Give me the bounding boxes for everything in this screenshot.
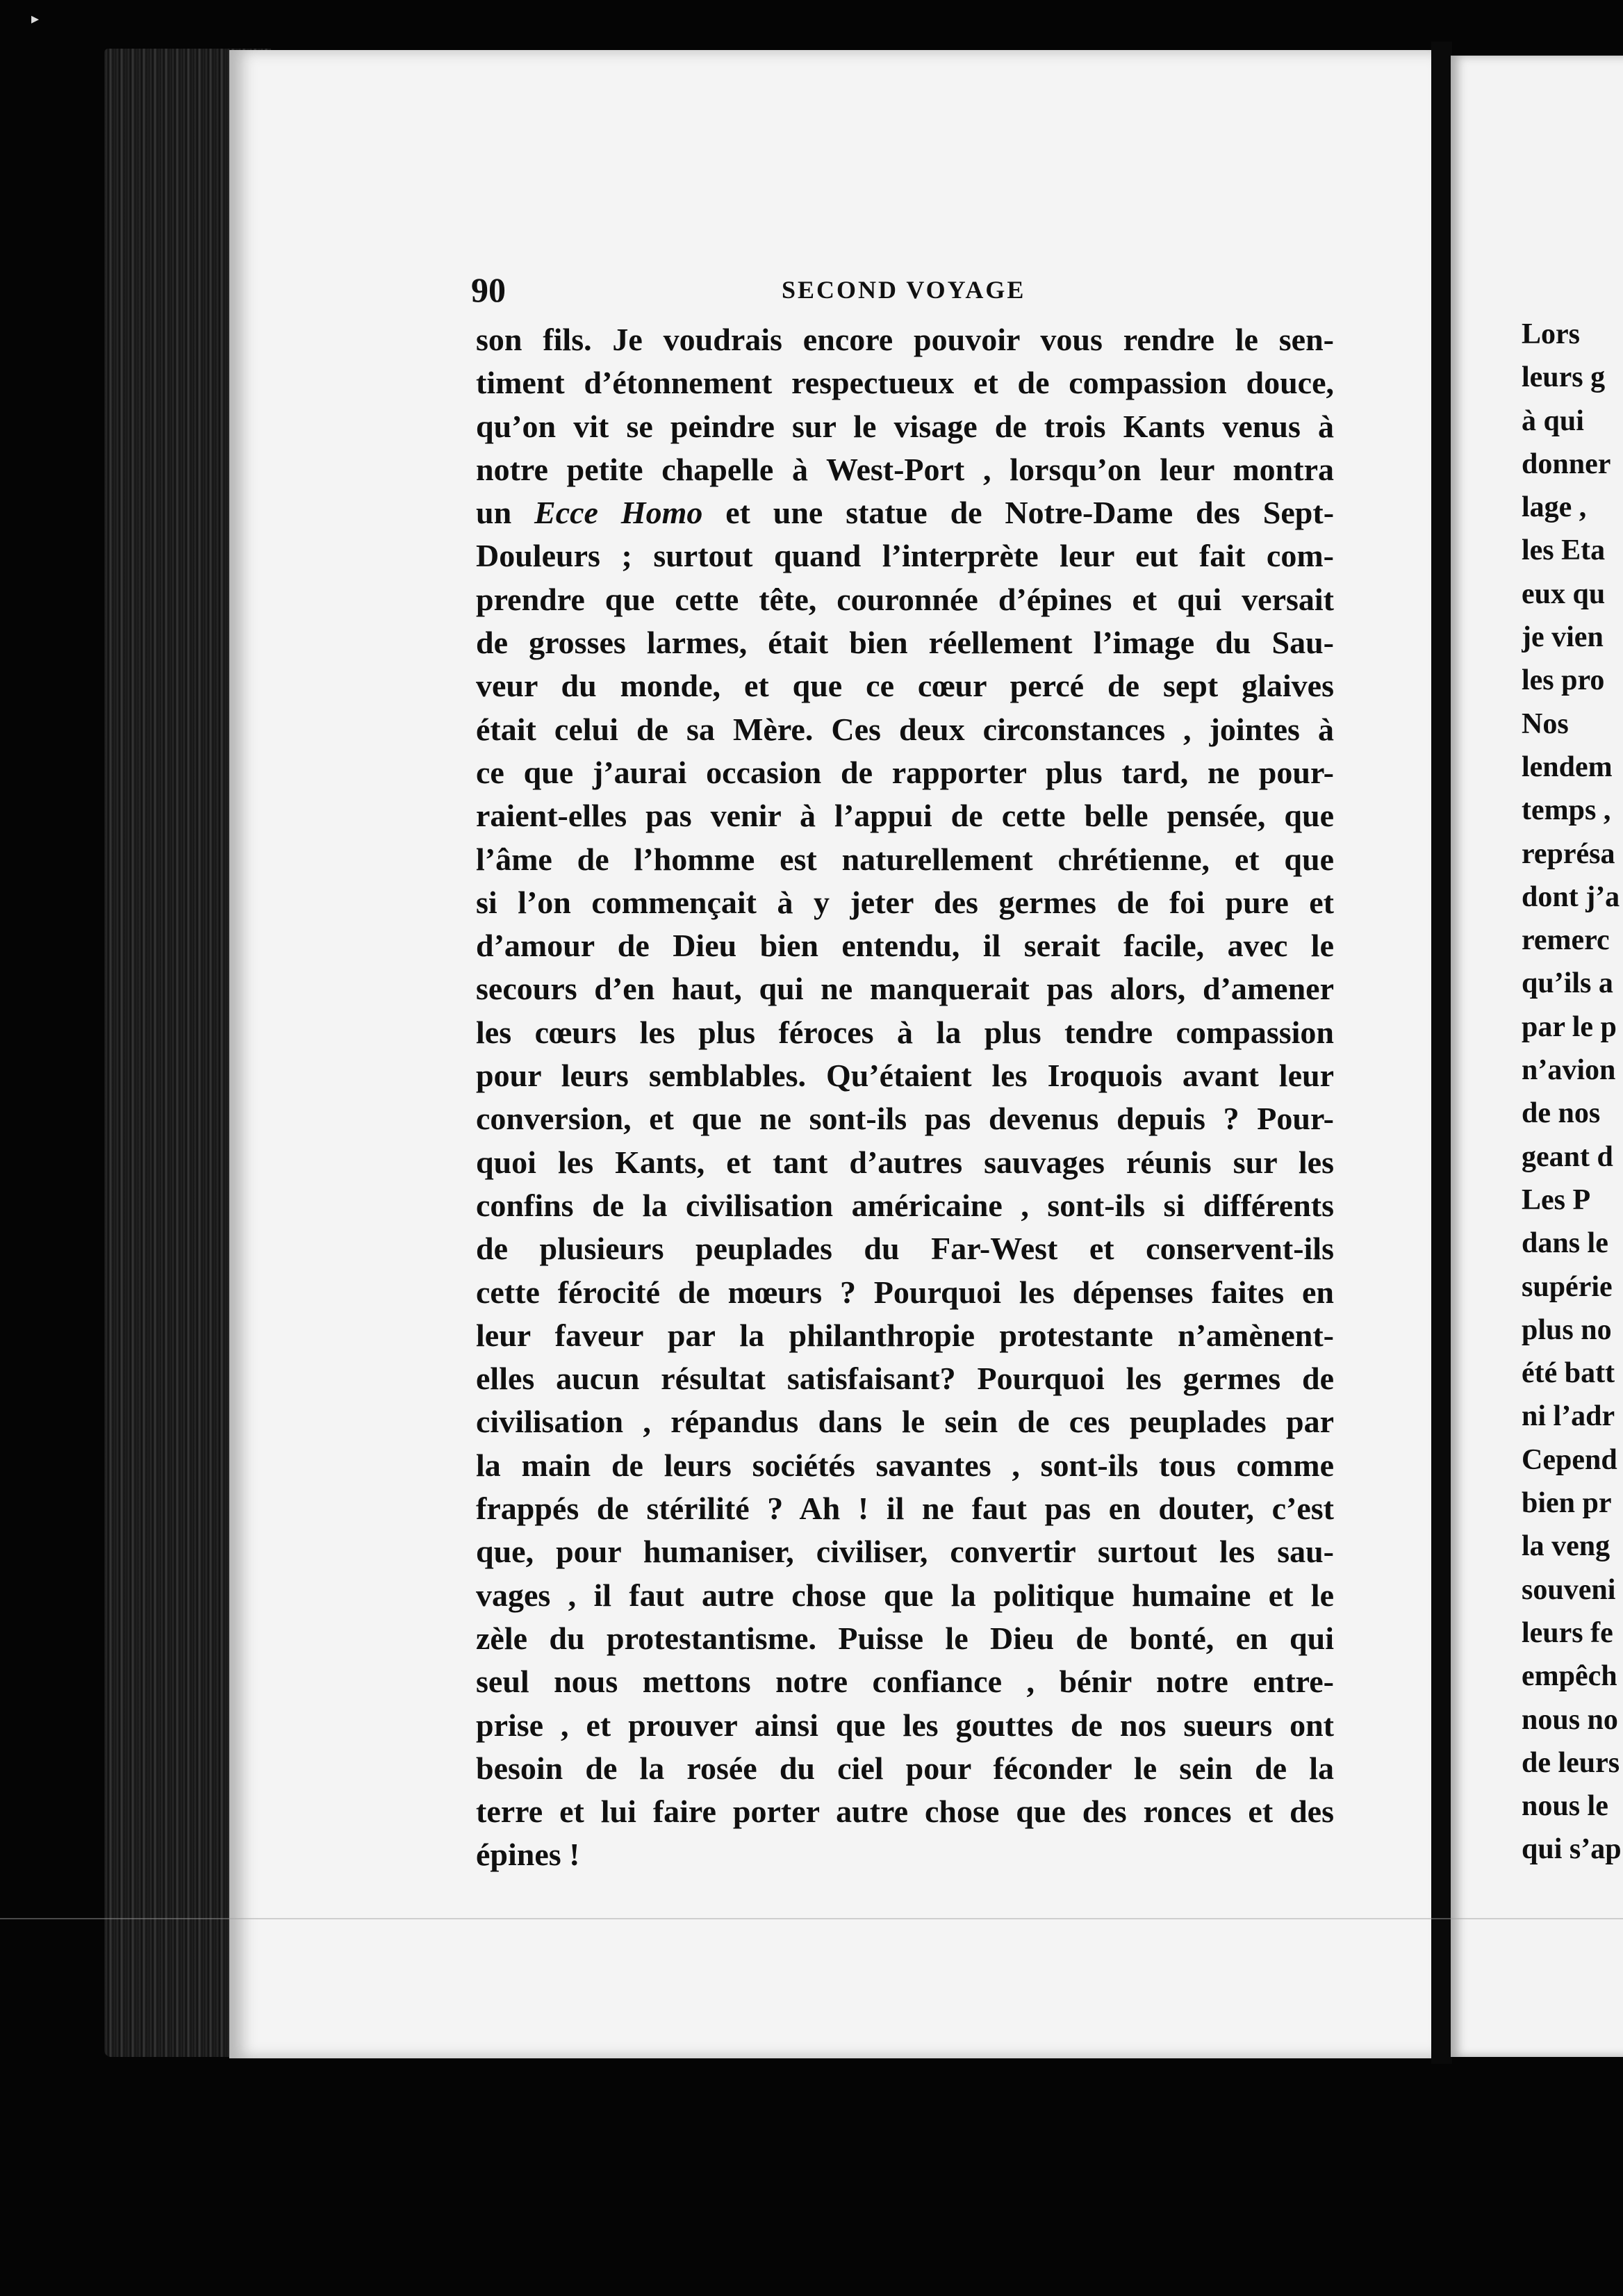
text-fragment: supérie bbox=[1522, 1270, 1613, 1303]
text-fragment: qui s’ap bbox=[1522, 1833, 1622, 1866]
text-line: confins de la civilisation américaine , sont-ils si différents bbox=[476, 1187, 1334, 1223]
text-fragment: à qui bbox=[1522, 404, 1584, 437]
text-line: veur du monde, et que ce cœur percé de sept glaives bbox=[476, 668, 1334, 704]
text-fragment: été batt bbox=[1522, 1357, 1615, 1390]
text-fragment: nous le bbox=[1522, 1790, 1608, 1823]
text-line: cette férocité de mœurs ? Pourquoi les dépenses faites en bbox=[476, 1274, 1334, 1310]
text-fragment: remerc bbox=[1522, 924, 1610, 957]
text-fragment: lendem bbox=[1522, 751, 1613, 783]
left-page-body bbox=[476, 318, 1334, 1877]
text-fragment: ni l’adr bbox=[1522, 1400, 1615, 1433]
text-line: seul nous mettons notre confiance , bénir notre entre- bbox=[476, 1664, 1334, 1700]
text-fragment: par le p bbox=[1522, 1010, 1617, 1043]
text-fragment: bien pr bbox=[1522, 1487, 1612, 1520]
text-fragment: leurs fe bbox=[1522, 1616, 1613, 1649]
text-fragment: temps , bbox=[1522, 794, 1611, 827]
right-page-body bbox=[1522, 313, 1623, 1871]
text-fragment: Cepend bbox=[1522, 1443, 1617, 1476]
text-fragment: souveni bbox=[1522, 1573, 1616, 1606]
text-fragment: empêch bbox=[1522, 1660, 1617, 1693]
text-line: de plusieurs peuplades du Far-West et conservent-ils bbox=[476, 1231, 1334, 1267]
text-fragment: je vien bbox=[1522, 621, 1604, 654]
text-line: ce que j’aurai occasion de rapporter plus tard, ne pour- bbox=[476, 754, 1334, 790]
text-fragment: représa bbox=[1522, 837, 1615, 870]
text-line: épines ! bbox=[476, 1837, 580, 1873]
text-line: secours d’en haut, qui ne manquerait pas alors, d’amener bbox=[476, 971, 1334, 1007]
text-line: civilisation , répandus dans le sein de ces peuplades par bbox=[476, 1404, 1334, 1440]
text-line: était celui de sa Mère. Ces deux circonstances , jointes à bbox=[476, 711, 1334, 747]
text-line: besoin de la rosée du ciel pour féconder le sein de la bbox=[476, 1750, 1334, 1786]
text-line: timent d’étonnement respectueux et de compassion douce, bbox=[476, 365, 1334, 401]
text-line: son fils. Je voudrais encore pouvoir vous rendre le sen- bbox=[476, 322, 1334, 357]
text-fragment: Nos bbox=[1522, 707, 1569, 740]
text-line: terre et lui faire porter autre chose que des ronces et des bbox=[476, 1794, 1334, 1830]
text-line: elles aucun résultat satisfaisant? Pourquoi les germes de bbox=[476, 1361, 1334, 1397]
text-fragment: donner bbox=[1522, 448, 1611, 480]
text-line: pour leurs semblables. Qu’étaient les Iroquois avant leur bbox=[476, 1058, 1334, 1094]
text-line: la main de leurs sociétés savantes , sont-ils tous comme bbox=[476, 1447, 1334, 1483]
text-line: raient-elles pas venir à l’appui de cette belle pensée, que bbox=[476, 798, 1334, 834]
text-fragment: les Eta bbox=[1522, 534, 1606, 567]
text-fragment: plus no bbox=[1522, 1313, 1612, 1346]
text-fragment: nous no bbox=[1522, 1703, 1618, 1736]
page-number: 90 bbox=[471, 270, 506, 309]
text-line: prendre que cette tête, couronnée d’épines et qui versait bbox=[476, 581, 1334, 617]
text-line: leur faveur par la philanthropie protestante n’amènent- bbox=[476, 1317, 1334, 1353]
italic-phrase: Ecce Homo bbox=[534, 495, 703, 531]
text-line: qu’on vit se peindre sur le visage de trois Kants venus à bbox=[476, 408, 1334, 444]
text-fragment: dans le bbox=[1522, 1227, 1608, 1260]
text-line: de grosses larmes, était bien réellement l’image du Sau- bbox=[476, 625, 1334, 661]
text-fragment: la veng bbox=[1522, 1530, 1610, 1563]
text-line: si l’on commençait à y jeter des germes de foi pure et bbox=[476, 884, 1334, 920]
text-fragment: dont j’a bbox=[1522, 880, 1620, 913]
running-title: SECOND VOYAGE bbox=[782, 276, 1026, 304]
text-fragment: qu’ils a bbox=[1522, 967, 1613, 1000]
text-line: un Ecce Homo et une statue de Notre-Dame des Sept- bbox=[476, 495, 1335, 531]
text-line: l’âme de l’homme est naturellement chrétienne, et que bbox=[476, 841, 1334, 877]
text-fragment: leurs g bbox=[1522, 361, 1606, 394]
text-line: conversion, et que ne sont-ils pas devenus depuis ? Pour- bbox=[476, 1101, 1334, 1137]
text-fragment: eux qu bbox=[1522, 577, 1606, 610]
text-fragment: Les P bbox=[1522, 1183, 1591, 1216]
text-fragment: n’avion bbox=[1522, 1054, 1616, 1087]
text-fragment: lage , bbox=[1522, 491, 1587, 524]
text-fragment: geant d bbox=[1522, 1140, 1613, 1173]
text-fragment: Lors bbox=[1522, 318, 1580, 350]
text-line: d’amour de Dieu bien entendu, il serait facile, avec le bbox=[476, 928, 1334, 964]
text-fragment: les pro bbox=[1522, 664, 1605, 697]
text-line: notre petite chapelle à West-Port , lorsqu’on leur montra bbox=[476, 451, 1334, 487]
text-line: Douleurs ; surtout quand l’interprète leur eut fait com- bbox=[476, 538, 1334, 574]
text-line: vages , il faut autre chose que la politique humaine et le bbox=[476, 1577, 1334, 1613]
text-line: les cœurs les plus féroces à la plus tendre compassion bbox=[476, 1014, 1334, 1050]
scan-corner-mark: ▸ bbox=[31, 10, 40, 28]
text-line: frappés de stérilité ? Ah ! il ne faut pas en douter, c’est bbox=[476, 1491, 1334, 1527]
text-line: zèle du protestantisme. Puisse le Dieu de bonté, en qui bbox=[476, 1620, 1334, 1656]
text-fragment: de leurs bbox=[1522, 1746, 1620, 1779]
text-line: quoi les Kants, et tant d’autres sauvages réunis sur les bbox=[476, 1144, 1334, 1180]
text-line: prise , et prouver ainsi que les gouttes de nos sueurs ont bbox=[476, 1707, 1334, 1743]
scan-artifact-line bbox=[0, 1918, 1623, 1919]
book-gutter bbox=[1431, 42, 1452, 2064]
text-fragment: de nos bbox=[1522, 1097, 1601, 1130]
text-line: que, pour humaniser, civiliser, convertir surtout les sau- bbox=[476, 1534, 1334, 1570]
